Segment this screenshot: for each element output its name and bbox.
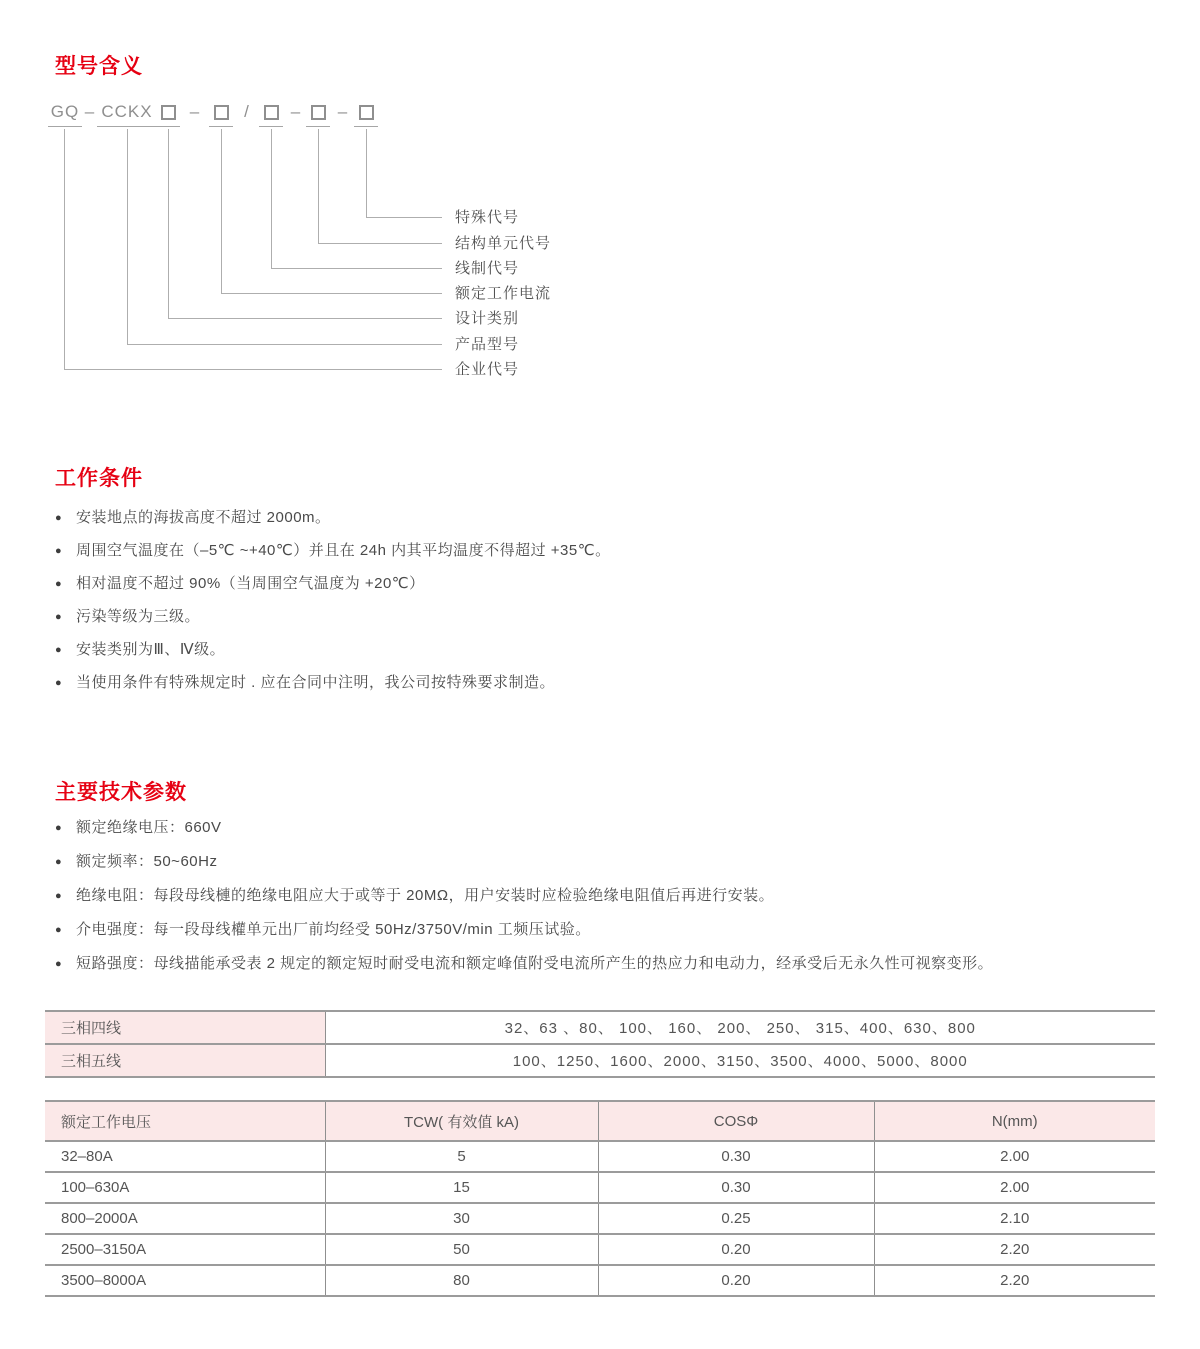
bullet-item: [55, 639, 611, 661]
bullet-text: 污染等级为三级。: [76, 608, 201, 625]
table-cell: 0.25: [598, 1203, 874, 1234]
bullet-item: [55, 953, 993, 975]
row-value-cell: 100、1250、1600、2000、3150、3500、4000、5000、8000: [325, 1044, 1155, 1077]
empty-box-glyph: [359, 105, 374, 120]
table-cell: 0.30: [598, 1172, 874, 1203]
table-cell: 2500–3150A: [45, 1234, 325, 1265]
table-cell: 32–80A: [45, 1141, 325, 1172]
bullet-text: 当使用条件有特殊规定时 . 应在合同中注明，我公司按特殊要求制造。: [76, 674, 556, 691]
bullet-text: 安装类别为Ⅲ、Ⅳ级。: [76, 641, 226, 658]
table-cell: 15: [325, 1172, 598, 1203]
bullet-text: 介电强度：每一段母线權单元出厂前均经受 50Hz/3750V/min 工频压试验。: [76, 921, 591, 938]
bullet-item: [55, 817, 993, 839]
column-header: TCW( 有效值 kA): [325, 1101, 598, 1141]
bullet-icon: ●: [55, 890, 63, 902]
bullet-text: 周围空气温度在（–5℃ ~+40℃）并且在 24h 内其平均温度不得超过 +35℃。: [76, 542, 611, 559]
model-code-separator: –: [189, 102, 201, 121]
diagram-label: 产品型号: [455, 335, 520, 353]
table-cell: 2.00: [874, 1172, 1155, 1203]
bullet-text: 额定绝缘电压：660V: [76, 819, 222, 836]
bullet-text: 安装地点的海拔高度不超过 2000m。: [76, 509, 331, 526]
bullet-item: [55, 672, 611, 694]
table-cell: 2.10: [874, 1203, 1155, 1234]
bullet-item: [55, 573, 611, 595]
bullet-item: [55, 507, 611, 529]
tech-params-list: [55, 817, 993, 987]
diagram-label: 线制代号: [455, 259, 520, 277]
table-cell: 0.20: [598, 1234, 874, 1265]
column-header: COSΦ: [598, 1101, 874, 1141]
table-cell: 30: [325, 1203, 598, 1234]
bullet-icon: ●: [55, 924, 63, 936]
working-conditions-list: [55, 507, 611, 705]
bullet-item: [55, 885, 993, 907]
bullet-item: [55, 606, 611, 628]
bullet-icon: ●: [55, 545, 63, 557]
bullet-text: 短路强度：母线描能承受表 2 规定的额定短时耐受电流和额定峰值附受电流所产生的热应力和电动力，经承受后无永久性可视察变形。: [76, 955, 994, 972]
section-title-model-meaning: 型号含义: [55, 55, 143, 78]
bullet-item: [55, 919, 993, 941]
table-cell: 2.20: [874, 1265, 1155, 1296]
empty-box-glyph: [311, 105, 326, 120]
table-cell: 80: [325, 1265, 598, 1296]
model-code-segment: GQ: [48, 97, 82, 127]
table-row: [45, 1265, 1155, 1296]
model-code-separator: –: [337, 102, 349, 121]
table-cell: 800–2000A: [45, 1203, 325, 1234]
table-row: [45, 1044, 1155, 1077]
model-code-box: [306, 97, 330, 127]
current-ratings-table: [45, 1010, 1155, 1078]
section-title-tech-params: 主要技术参数: [55, 781, 187, 804]
model-code-separator: /: [244, 102, 250, 121]
diagram-label: 特殊代号: [455, 209, 520, 226]
bullet-text: 相对温度不超过 90%（当周围空气温度为 +20℃）: [76, 575, 425, 592]
bullet-text: 绝缘电阻：每段母线槤的绝缘电阻应大于或等于 20MΩ，用户安装时应检验绝缘电阻值后再进行安装。: [76, 887, 775, 904]
model-code-separator: –: [290, 102, 302, 121]
bullet-item: [55, 540, 611, 562]
bullet-item: [55, 851, 993, 873]
model-code-box: [259, 97, 283, 127]
model-code-separator: –: [84, 102, 96, 121]
bullet-icon: ●: [55, 512, 63, 524]
model-code-segment: CCKX: [97, 97, 157, 127]
bullet-icon: ●: [55, 611, 63, 623]
bullet-icon: ●: [55, 958, 63, 970]
diagram-label: 设计类别: [455, 310, 520, 327]
table-row: [45, 1203, 1155, 1234]
table-row: [45, 1172, 1155, 1203]
table-row: [45, 1234, 1155, 1265]
bullet-icon: ●: [55, 856, 63, 868]
bullet-icon: ●: [55, 578, 63, 590]
diagram-label: 企业代号: [455, 361, 520, 378]
table-cell: 50: [325, 1234, 598, 1265]
empty-box-glyph: [264, 105, 279, 120]
empty-box-glyph: [161, 105, 176, 120]
row-value-cell: 32、63 、80、 100、 160、 200、 250、 315、400、630、800: [325, 1011, 1155, 1044]
column-header: N(mm): [874, 1101, 1155, 1141]
row-label-cell: 三相五线: [45, 1044, 325, 1077]
table-cell: 2.00: [874, 1141, 1155, 1172]
bullet-icon: ●: [55, 677, 63, 689]
table-cell: 100–630A: [45, 1172, 325, 1203]
connector-line: [366, 129, 442, 218]
table-row: [45, 1011, 1155, 1044]
table-cell: 0.30: [598, 1141, 874, 1172]
tech-spec-table: [45, 1100, 1155, 1297]
model-code-box: [354, 97, 378, 127]
bullet-icon: ●: [55, 644, 63, 656]
row-label-cell: 三相四线: [45, 1011, 325, 1044]
table-header-row: [45, 1101, 1155, 1141]
table-cell: 3500–8000A: [45, 1265, 325, 1296]
empty-box-glyph: [214, 105, 229, 120]
bullet-icon: ●: [55, 822, 63, 834]
model-code-box: [209, 97, 233, 127]
column-header: 额定工作电压: [45, 1101, 325, 1141]
table-cell: 5: [325, 1141, 598, 1172]
diagram-label: 结构单元代号: [455, 234, 552, 252]
table-cell: 2.20: [874, 1234, 1155, 1265]
table-row: [45, 1141, 1155, 1172]
table-cell: 0.20: [598, 1265, 874, 1296]
diagram-label: 额定工作电流: [455, 284, 552, 302]
section-title-working-conditions: 工作条件: [55, 467, 143, 490]
bullet-text: 额定频率：50~60Hz: [76, 853, 218, 870]
model-code-box: [156, 97, 180, 127]
